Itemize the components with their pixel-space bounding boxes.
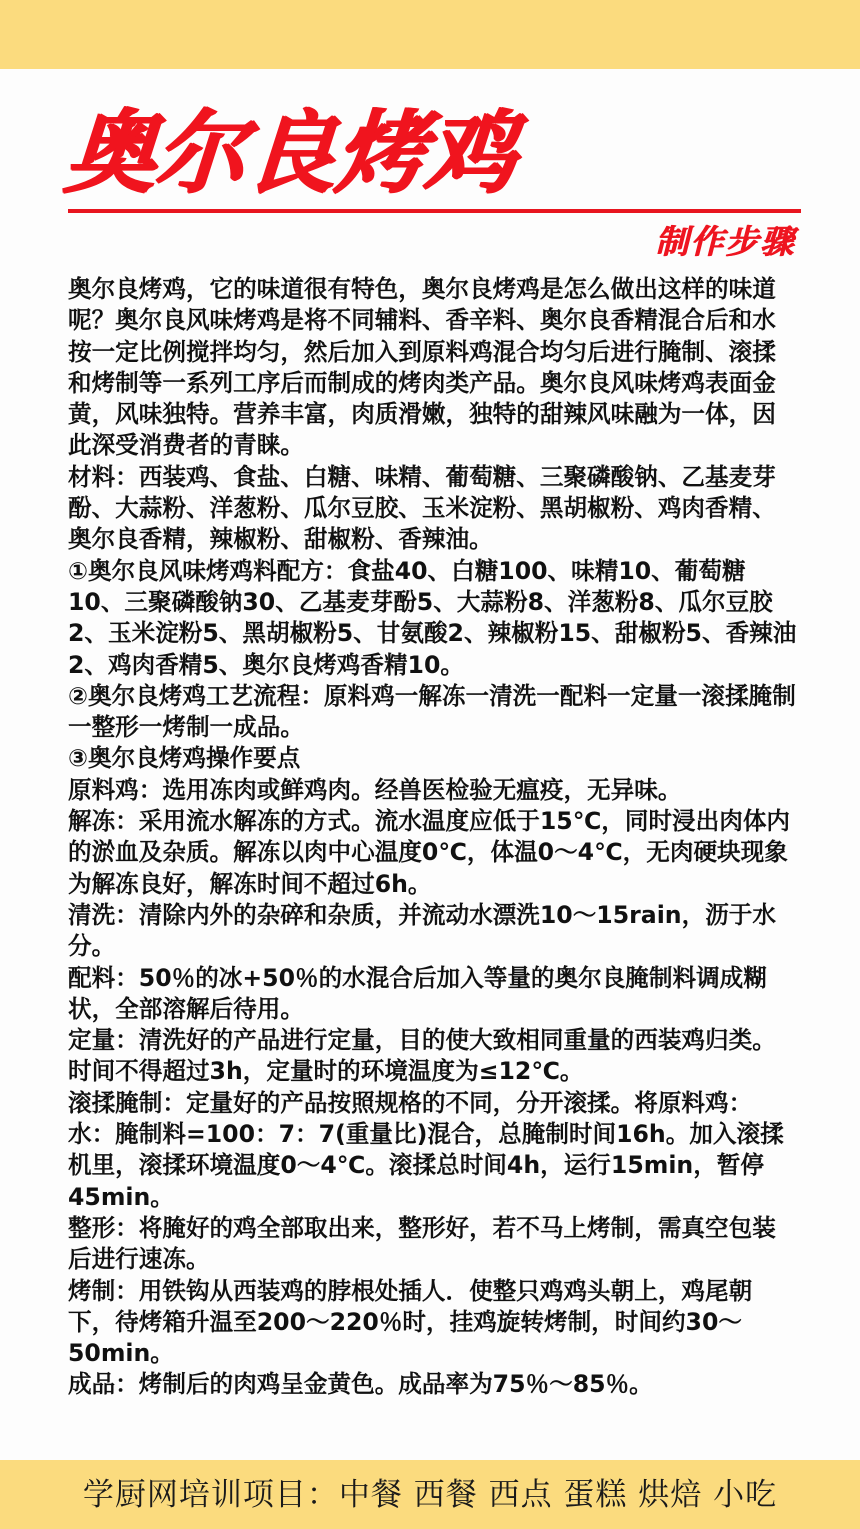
step-thawing: 解冻：采用流水解冻的方式。流水温度应低于15℃，同时浸出肉体内的淤血及杂质。解冻以肉中心温度0℃，体温0～4℃，无肉硬块现象为解冻良好，解冻时间不超过6h。	[68, 807, 791, 898]
recipe-formula-paragraph: ①奥尔良风味烤鸡料配方：食盐40、白糖100、味精10、葡萄糖10、三聚磷酸钠30、乙基麦芽酚5、大蒜粉8、洋葱粉8、瓜尔豆胶2、玉米淀粉5、黑胡椒粉5、甘氨酸2、辣椒粉15、甜椒粉5、香辣油2、鸡肉香精5、奥尔良烤鸡香精10。	[68, 556, 797, 679]
article-body	[68, 274, 798, 1401]
step-washing: 清洗：清除内外的杂碎和杂质，并流动水漂洗10～15rain，沥于水分。	[68, 900, 776, 961]
materials-paragraph: 材料：西装鸡、食盐、白糖、味精、葡萄糖、三聚磷酸钠、乙基麦芽酚、大蒜粉、洋葱粉、瓜尔豆胶、玉米淀粉、黑胡椒粉、鸡肉香精、奥尔良香精，辣椒粉、甜椒粉、香辣油。	[68, 462, 776, 554]
process-flow-paragraph: ②奥尔良烤鸡工艺流程：原料鸡一解冻一清洗一配料一定量一滚揉腌制一整形一烤制一成品。	[68, 681, 796, 742]
page-title: 奥尔良烤鸡	[61, 101, 520, 206]
footer-text: 学厨网培训项目：中餐 西餐 西点 蛋糕 烘焙 小吃	[82, 1476, 778, 1513]
footer-banner	[0, 1460, 860, 1529]
step-finished-product: 成品：烤制后的肉鸡呈金黄色。成品率为75％～85％。	[68, 1370, 653, 1399]
intro-paragraph: 奥尔良烤鸡，它的味道很有特色，奥尔良烤鸡是怎么做出这样的味道呢？奥尔良风味烤鸡是将不同辅料、香辛料、奥尔良香精混合后和水按一定比例搅拌均匀，然后加入到原料鸡混合均匀后进行腌制、滚揉和烤制等一系列工序后而制成的烤肉类产品。奥尔良风味烤鸡表面金黄，风味独特。营养丰富，肉质滑嫩，独特的甜辣风味融为一体，因此深受消费者的青睐。	[68, 275, 776, 460]
step-weighing: 定量：清洗好的产品进行定量，目的使大致相同重量的西装鸡归类。时间不得超过3h，定量时的环境温度为≤12℃。	[68, 1026, 776, 1086]
step-roasting: 烤制：用铁钩从西装鸡的脖根处插人．使整只鸡鸡头朝上，鸡尾朝下，待烤箱升温至200～220％时，挂鸡旋转烤制，时间约30～50min。	[68, 1276, 753, 1368]
step-shaping: 整形：将腌好的鸡全部取出来，整形好，若不马上烤制，需真空包装后进行速冻。	[68, 1213, 776, 1274]
key-points-heading: ③奥尔良烤鸡操作要点	[68, 744, 301, 773]
page-subtitle: 制作步骤	[655, 222, 795, 261]
title-divider	[68, 209, 801, 213]
step-raw-chicken: 原料鸡：选用冻肉或鲜鸡肉。经兽医检验无瘟疫，无异味。	[68, 775, 682, 804]
step-tumbling-marinating: 滚揉腌制：定量好的产品按照规格的不同，分开滚揉。将原料鸡：水：腌制料=100：7：7(重量比)混合，总腌制时间16h。加入滚揉机里，滚揉环境温度0～4℃。滚揉总时间4h，运行15min，暂停45min。	[68, 1088, 784, 1211]
step-seasoning-mix: 配料：50％的冰+50％的水混合后加入等量的奥尔良腌制料调成糊状，全部溶解后待用。	[68, 963, 767, 1023]
top-banner	[0, 0, 860, 69]
